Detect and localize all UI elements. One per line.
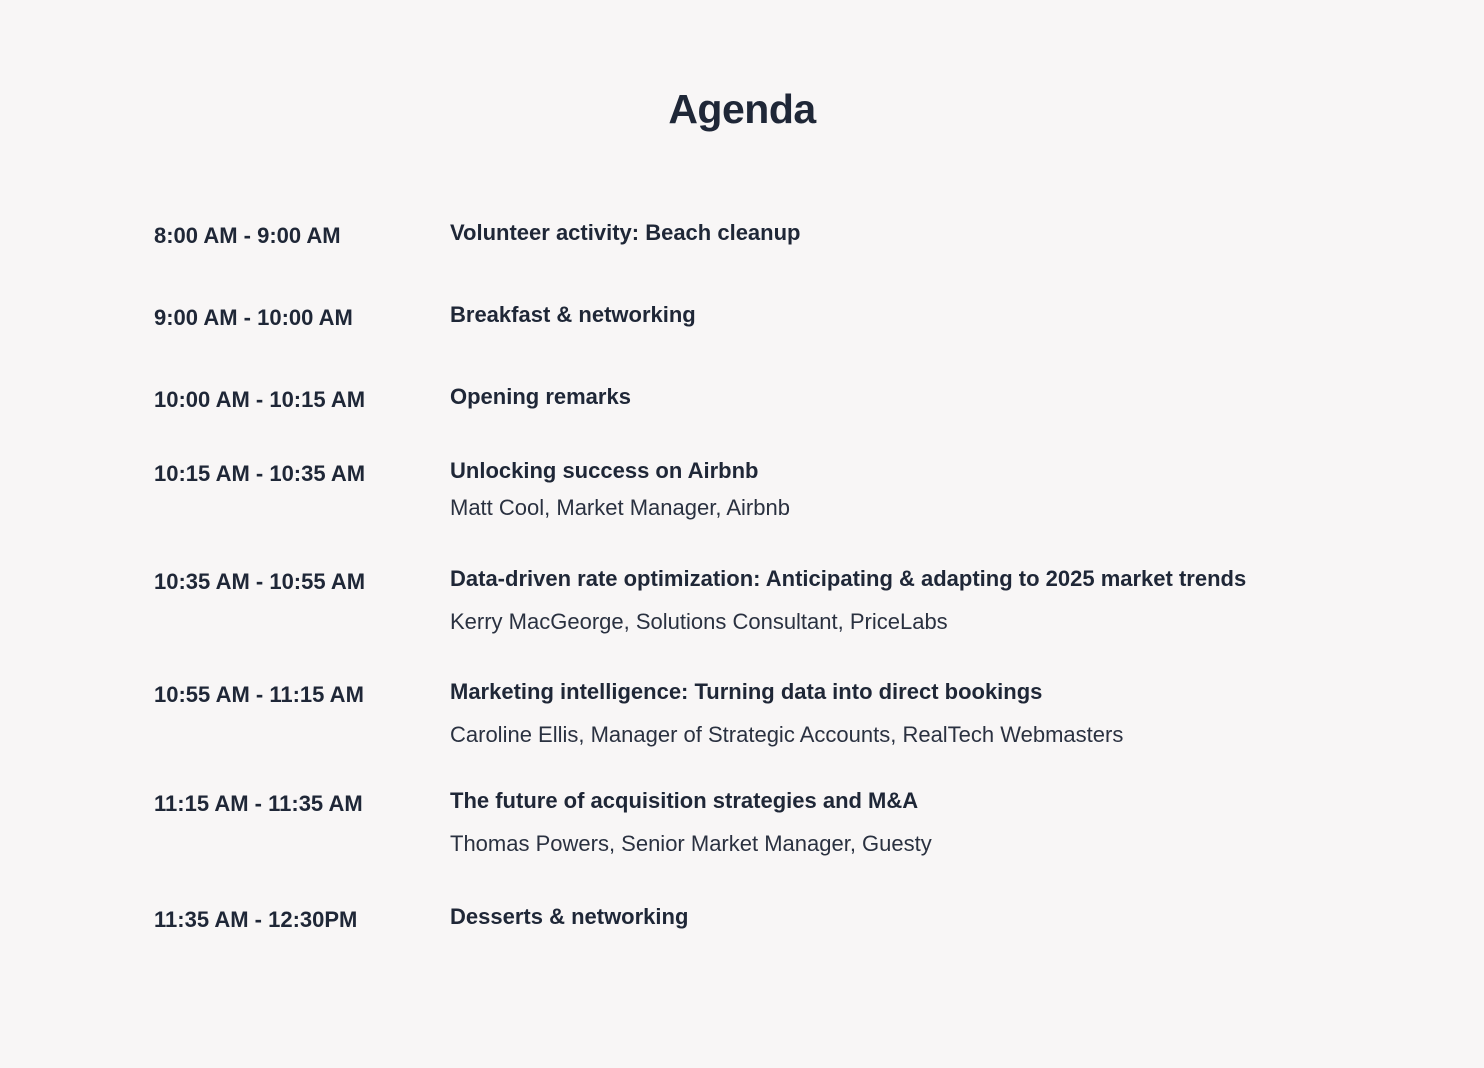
session-title: Marketing intelligence: Turning data into direct bookings — [450, 679, 1043, 704]
agenda-session — [450, 220, 1450, 246]
agenda-time: 10:15 AM - 10:35 AM — [154, 461, 366, 486]
session-title: Data-driven rate optimization: Anticipating & adapting to 2025 market trends — [450, 566, 1247, 591]
session-title: Volunteer activity: Beach cleanup — [450, 220, 801, 245]
agenda-time: 10:55 AM - 11:15 AM — [154, 682, 364, 707]
session-title: Breakfast & networking — [450, 302, 696, 327]
session-title: Unlocking success on Airbnb — [450, 458, 759, 483]
agenda-time: 9:00 AM - 10:00 AM — [154, 305, 353, 330]
session-title: Desserts & networking — [450, 904, 689, 929]
session-speaker: Thomas Powers, Senior Market Manager, Guesty — [450, 831, 932, 856]
agenda-session — [450, 458, 1450, 521]
agenda-time: 10:35 AM - 10:55 AM — [154, 569, 366, 594]
agenda-session — [450, 384, 1450, 410]
agenda-session — [450, 788, 1450, 857]
session-speaker: Matt Cool, Market Manager, Airbnb — [450, 495, 790, 520]
agenda-time: 11:35 AM - 12:30PM — [154, 907, 358, 932]
agenda-time: 11:15 AM - 11:35 AM — [154, 791, 363, 816]
agenda-time: 10:00 AM - 10:15 AM — [154, 387, 366, 412]
page-title: Agenda — [668, 86, 816, 132]
agenda-time: 8:00 AM - 9:00 AM — [154, 223, 341, 248]
agenda-session — [450, 904, 1450, 930]
agenda-session — [450, 302, 1450, 328]
session-title: The future of acquisition strategies and M&A — [450, 788, 919, 813]
session-speaker: Kerry MacGeorge, Solutions Consultant, PriceLabs — [450, 609, 948, 634]
session-speaker: Caroline Ellis, Manager of Strategic Accounts, RealTech Webmasters — [450, 722, 1124, 747]
agenda-session — [450, 566, 1450, 635]
session-title: Opening remarks — [450, 384, 631, 409]
agenda-session — [450, 679, 1450, 748]
